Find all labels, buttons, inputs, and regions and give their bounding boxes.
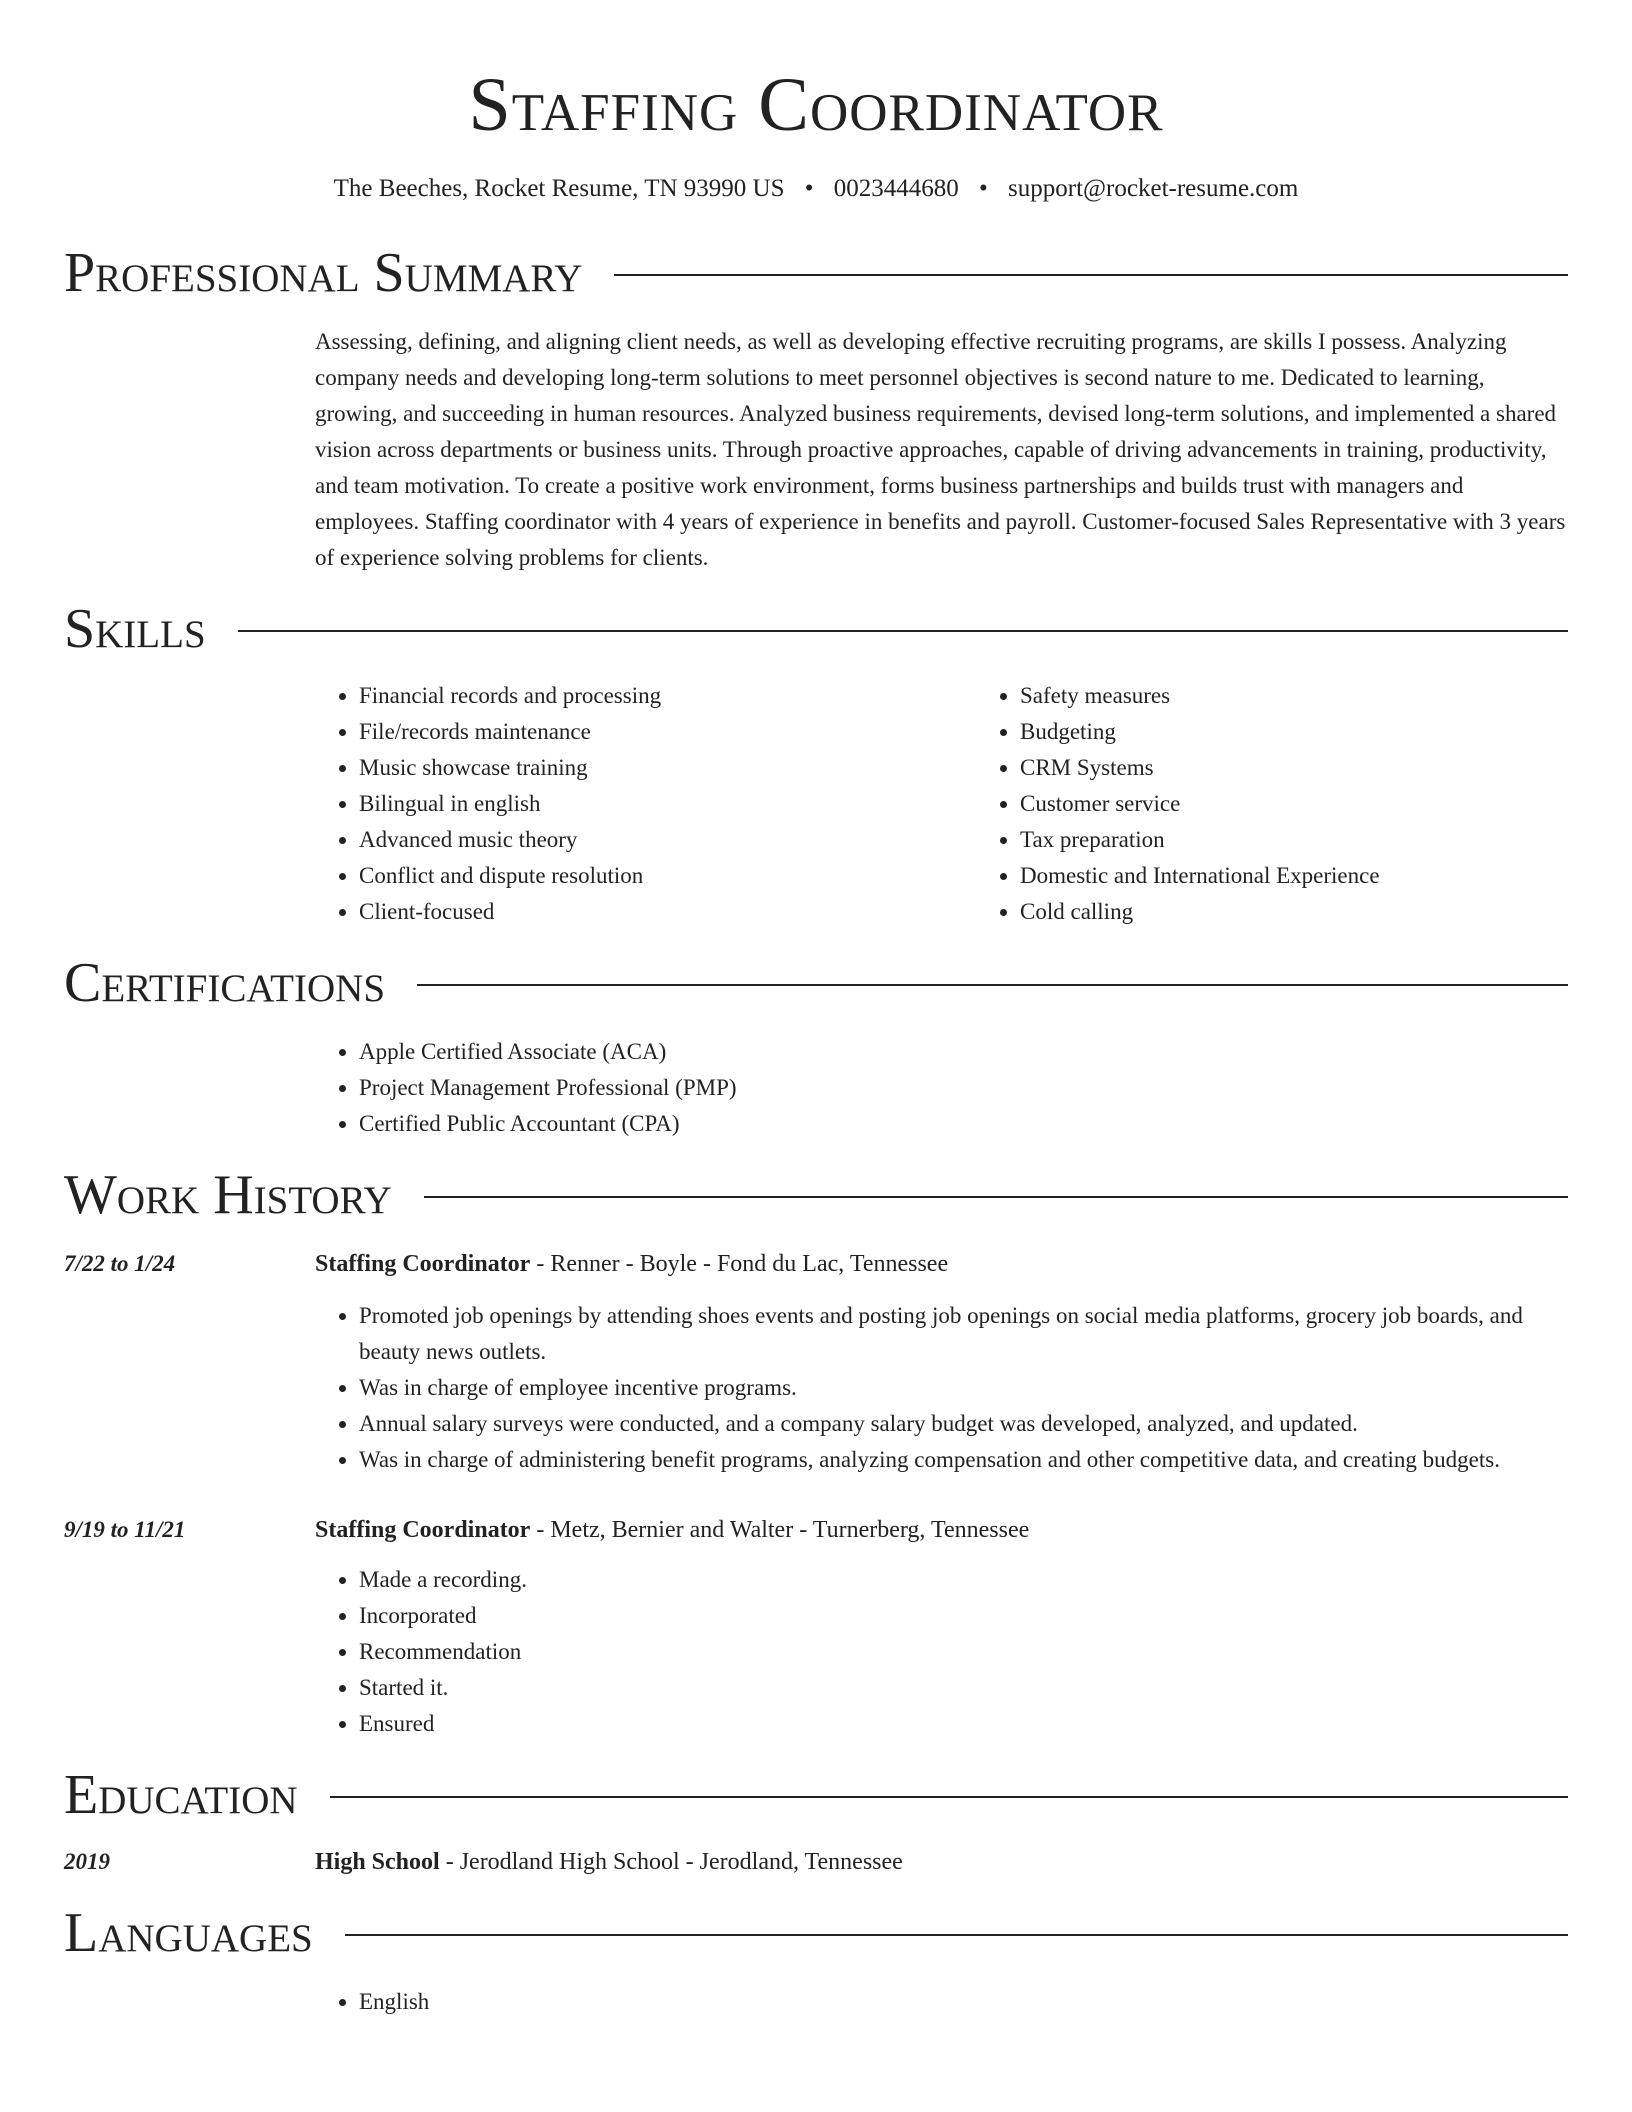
work-bullets [315,1562,1568,1742]
work-bullet: • Was in charge of administering benefit programs, analyzing compensation and other competitive data, and creating budgets. [359,1442,1568,1478]
skill-item: • Bilingual in english [359,786,976,822]
work-bullet: • Annual salary surveys were conducted, and a company salary budget was developed, analyzed, and updated. [359,1406,1568,1442]
language-item: • English [359,1984,1568,2020]
skill-item: • Client-focused [359,894,976,930]
certifications-section-title: Certifications [64,952,386,1014]
skills-section-title: Skills [64,598,206,660]
skills-column-right [976,678,1632,930]
contact-line [64,172,1568,206]
resume-name: Staffing Coordinator [468,63,1164,147]
education-details: - Jerodland High School - Jerodland, Tennessee [439,1849,903,1875]
skill-item: • Financial records and processing [359,678,976,714]
certification-item: • Project Management Professional (PMP) [359,1070,1568,1106]
skill-item: • File/records maintenance [359,714,976,750]
education-degree: High School [315,1849,440,1875]
work-entry [64,1512,1568,1742]
section-divider [330,1796,1568,1798]
education-year: 2019 [64,1849,110,1874]
work-dates: 7/22 to 1/24 [64,1251,176,1276]
skill-item: • CRM Systems [1020,750,1632,786]
job-title: Staffing Coordinator [315,1251,531,1277]
summary-section-header [64,242,1568,304]
work-bullet: • Started it. [359,1670,1568,1706]
work-title-line [315,1246,1568,1282]
education-section-header [64,1764,1568,1826]
work-bullet: • Recommendation [359,1634,1568,1670]
education-section-title: Education [64,1764,298,1826]
section-divider [424,1196,1568,1198]
work-content [315,1246,1568,1478]
languages-list [315,1984,1568,2020]
certification-item: • Certified Public Accountant (CPA) [359,1106,1568,1142]
skills-list [315,678,1568,930]
section-divider [614,274,1568,276]
certification-item: • Apple Certified Associate (ACA) [359,1034,1568,1070]
summary-text: Assessing, defining, and aligning client needs, as well as developing effective recruiting programs, are skills I possess. Analyzing company needs and developing long-term solutions to meet personnel objectives is second nature to me. Dedicated to learning, growing, and succeeding in human resources. Analyzed business requirements, devised long-term solutions, and implemented a shared vision across departments or business units. Through proactive approaches, capable of driving advancements in training, productivity, and team motivation. To create a positive work environment, forms business partnerships and builds trust with managers and employees. Staffing coordinator with 4 years of experience in benefits and payroll. Customer-focused Sales Representative with 3 years of experience solving problems for clients. [315,329,1566,570]
skill-item: • Advanced music theory [359,822,976,858]
contact-email: support@rocket-resume.com [1008,175,1299,202]
work-bullet: • Incorporated [359,1598,1568,1634]
contact-separator: • [979,175,988,202]
education-title-line [315,1844,1568,1880]
work-bullet: • Was in charge of employee incentive programs. [359,1370,1568,1406]
section-divider [345,1934,1568,1936]
skill-item: • Budgeting [1020,714,1632,750]
skill-item: • Tax preparation [1020,822,1632,858]
education-content [315,1844,1568,1880]
section-divider [417,984,1568,986]
summary-section-title: Professional Summary [64,242,583,304]
skills-column-left [315,678,976,930]
work-dates: 9/19 to 11/21 [64,1517,186,1542]
job-details: - Metz, Bernier and Walter - Turnerberg, Tennessee [530,1517,1030,1543]
certifications-list [315,1034,1568,1142]
skills-section-header [64,598,1568,660]
skill-item: • Safety measures [1020,678,1632,714]
languages-section-title: Languages [64,1902,313,1964]
work-bullets [315,1298,1568,1478]
education-entry [64,1844,1568,1880]
work-entry [64,1246,1568,1478]
skill-item: • Customer service [1020,786,1632,822]
job-title: Staffing Coordinator [315,1517,531,1543]
skill-item: • Domestic and International Experience [1020,858,1632,894]
work-content [315,1512,1568,1742]
work-title-line [315,1512,1568,1548]
skill-item: • Music showcase training [359,750,976,786]
contact-phone: 0023444680 [833,175,959,202]
contact-address: The Beeches, Rocket Resume, TN 93990 US [333,175,785,202]
contact-separator: • [804,175,814,202]
certifications-section-header [64,952,1568,1014]
skill-item: • Conflict and dispute resolution [359,858,976,894]
work-bullet: • Promoted job openings by attending shoes events and posting job openings on social media platforms, grocery job boards, and beauty news outlets. [359,1298,1568,1370]
work-section-header [64,1164,1568,1226]
work-bullet: • Ensured [359,1706,1568,1742]
languages-section-header [64,1902,1568,1964]
skill-item: • Cold calling [1020,894,1632,930]
job-details: - Renner - Boyle - Fond du Lac, Tennessee [530,1251,949,1277]
section-divider [238,630,1568,632]
work-section-title: Work History [64,1164,392,1226]
work-bullet: • Made a recording. [359,1562,1568,1598]
